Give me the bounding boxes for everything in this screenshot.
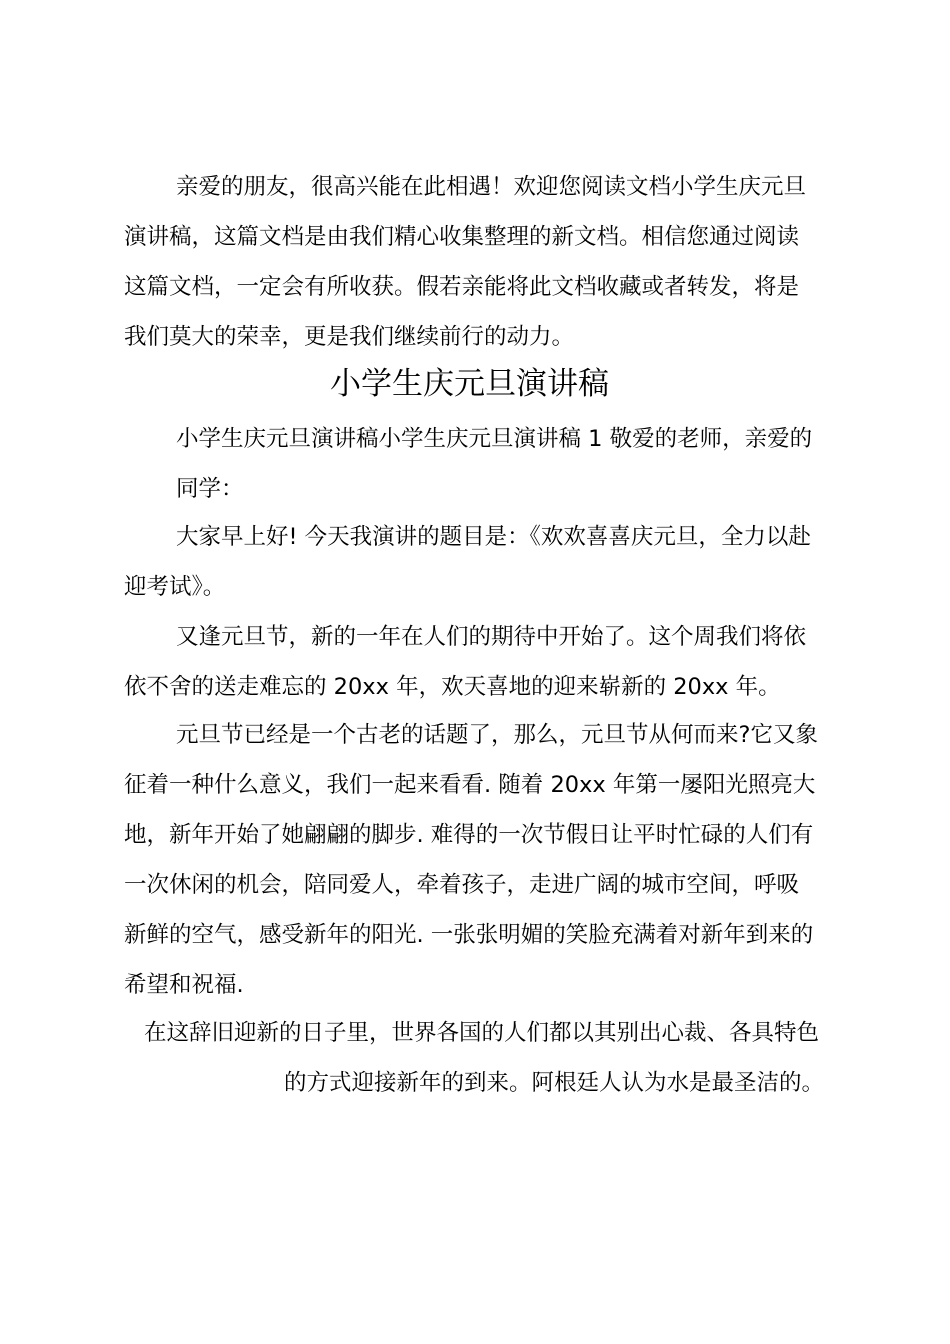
p4-line-5: 新鲜的空气，感受新年的阳光. 一张张明媚的笑脸充满着对新年到来的 — [124, 922, 814, 948]
p1-line-2: 同学： — [176, 476, 244, 502]
p2-line-2: 迎考试》。 — [124, 574, 226, 600]
intro-line-3: 这篇文档，一定会有所收获。假若亲能将此文档收藏或者转发，将是 — [124, 274, 800, 300]
intro-line-1: 亲爱的朋友，很高兴能在此相遇！欢迎您阅读文档小学生庆元旦 — [176, 174, 807, 200]
p3-line-2: 依不舍的送走难忘的 20xx 年，欢天喜地的迎来崭新的 20xx 年。 — [124, 674, 781, 700]
p2-line-1: 大家早上好! 今天我演讲的题目是：《欢欢喜喜庆元旦，全力以赴 — [176, 524, 811, 550]
p1-line-1: 小学生庆元旦演讲稿小学生庆元旦演讲稿 1 敬爱的老师，亲爱的 — [176, 426, 813, 452]
p4-line-3: 地，新年开始了她翩翩的脚步. 难得的一次节假日让平时忙碌的人们有 — [124, 822, 814, 848]
document-title: 小学生庆元旦演讲稿 — [330, 366, 609, 402]
intro-line-2: 演讲稿，这篇文档是由我们精心收集整理的新文档。相信您通过阅读 — [124, 224, 800, 250]
p4-line-1: 元旦节已经是一个古老的话题了，那么，元旦节从何而来?它又象 — [176, 722, 818, 748]
p4-line-2: 征着一种什么意义，我们一起来看看. 随着 20xx 年第一屡阳光照亮大 — [124, 772, 816, 798]
intro-line-4: 我们莫大的荣幸，更是我们继续前行的动力。 — [124, 324, 575, 350]
p4-line-4: 一次休闲的机会，陪同爱人，牵着孩子，走进广阔的城市空间，呼吸 — [124, 872, 800, 898]
p3-line-1: 又逢元旦节，新的一年在人们的期待中开始了。这个周我们将依 — [176, 624, 807, 650]
p4-line-6: 希望和祝福. — [124, 972, 244, 998]
p5-line-2: 的方式迎接新年的到来。阿根廷人认为水是最圣洁的。 — [284, 1070, 825, 1096]
p5-line-1: 在这辞旧迎新的日子里，世界各国的人们都以其别出心裁、各具特色 — [144, 1020, 820, 1046]
